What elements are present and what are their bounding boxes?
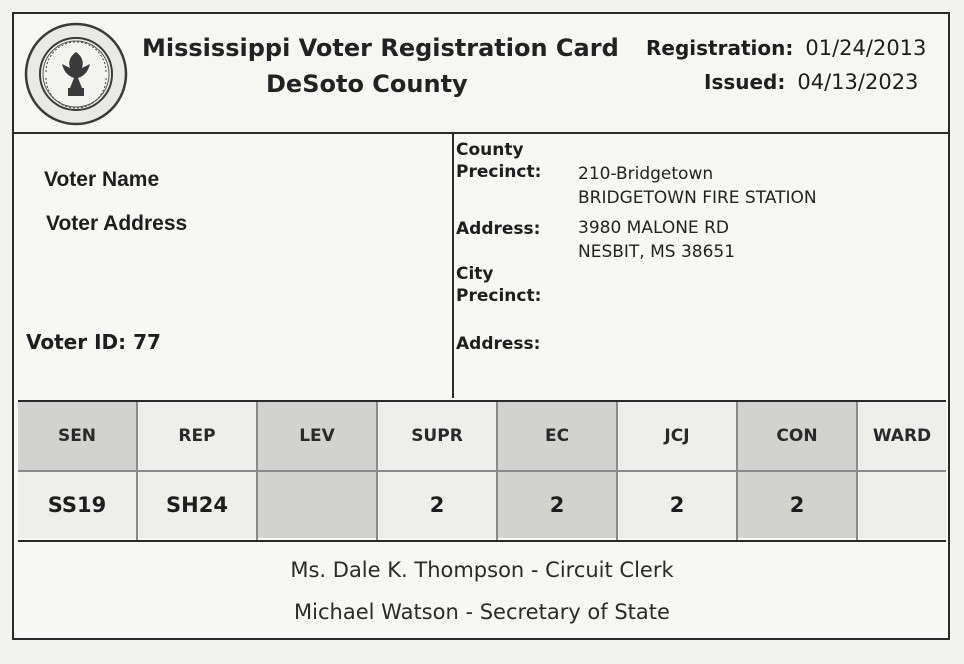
district-value: 2 [738,472,856,538]
card-header [14,14,948,134]
district-header: JCJ [618,402,736,472]
city-precinct-label-1: City [456,264,494,284]
voter-id: Voter ID: 77 [26,330,161,354]
voter-registration-card [12,12,950,640]
district-value [858,472,946,538]
card-title: Mississippi Voter Registration Card [142,34,619,62]
issued-date: 04/13/2023 [797,70,919,94]
issued-date-row [704,70,918,94]
district-col-lev [258,402,378,540]
county-precinct-line1: 210-Bridgetown [578,164,714,184]
secretary-of-state-line: Michael Watson - Secretary of State [294,600,670,624]
district-col-con [738,402,858,540]
district-header: WARD [858,402,946,472]
card-footer [18,540,946,638]
county-address-line2: NESBIT, MS 38651 [578,242,736,262]
state-seal-icon [24,22,128,126]
county-precinct-line2: BRIDGETOWN FIRE STATION [578,188,817,208]
district-header: SUPR [378,402,496,472]
city-precinct-label-2: Precinct: [456,286,542,306]
precinct-section [454,132,948,398]
district-col-rep [138,402,258,540]
district-value: SH24 [138,472,256,538]
district-header: LEV [258,402,376,472]
voter-address-label: Voter Address [46,212,188,235]
county-precinct-label-1: County [456,140,524,160]
county-address-label: Address: [456,219,541,239]
district-value: 2 [378,472,496,538]
district-col-ward [858,402,946,540]
voter-info-section [14,132,454,398]
district-header: EC [498,402,616,472]
district-value: 2 [618,472,736,538]
district-col-sen [18,402,138,540]
district-header: REP [138,402,256,472]
district-value [258,472,376,538]
district-value: 2 [498,472,616,538]
county-address-line1: 3980 MALONE RD [578,218,729,238]
registration-date-row [646,36,926,60]
district-col-ec [498,402,618,540]
district-col-supr [378,402,498,540]
district-table [18,400,946,542]
voter-name-label: Voter Name [44,168,160,191]
issued-label: Issued: [704,70,786,94]
district-header: SEN [18,402,136,472]
county-precinct-label-2: Precinct: [456,162,542,182]
county-name: DeSoto County [266,70,468,98]
circuit-clerk-line: Ms. Dale K. Thompson - Circuit Clerk [290,558,674,582]
district-value: SS19 [18,472,136,538]
district-col-jcj [618,402,738,540]
registration-date: 01/24/2013 [805,36,927,60]
city-address-label: Address: [456,334,541,354]
district-header: CON [738,402,856,472]
registration-label: Registration: [646,36,794,60]
